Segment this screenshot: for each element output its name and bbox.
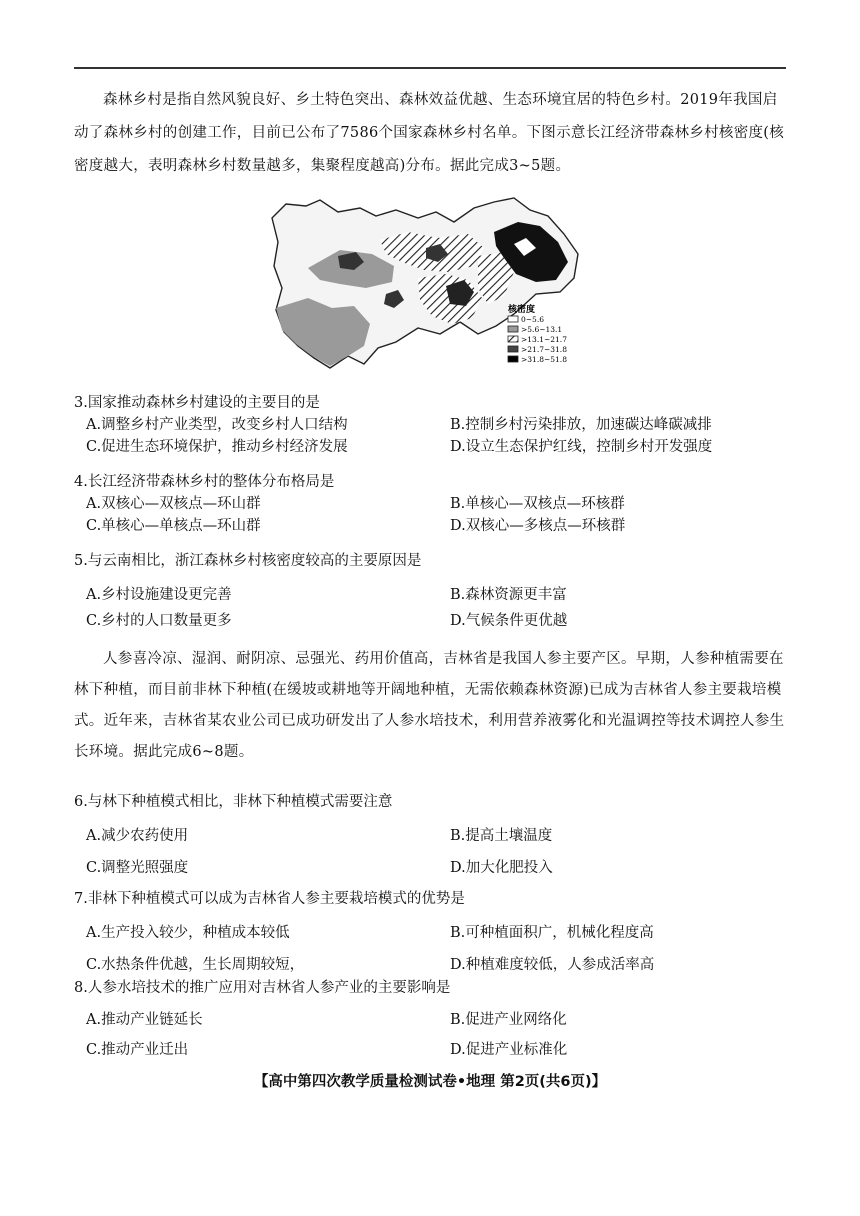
- legend-swatch-3: [508, 336, 518, 342]
- legend-label-4: >21.7~31.8: [521, 345, 567, 354]
- passage-forest-villages: 森林乡村是指自然风貌良好、乡土特色突出、森林效益优越、生态环境宜居的特色乡村。2019年我国启动了森林乡村的创建工作，目前已公布了7586个国家森林乡村名单。下图示意长江经济带森林乡村核密度(核密度越大，表明森林乡村数量越多，集聚程度越高)分布。据此完成3~5题。: [74, 92, 785, 174]
- question-8-stem: 8.人参水培技术的推广应用对吉林省人参产业的主要影响是: [74, 980, 451, 996]
- question-6-option-d: D.加大化肥投入: [450, 860, 553, 876]
- question-5-option-c: C.乡村的人口数量更多: [86, 613, 232, 629]
- question-8: [74, 977, 786, 1061]
- question-4-stem: 4.长江经济带森林乡村的整体分布格局是: [74, 474, 335, 490]
- legend-label-5: >31.8~51.8: [521, 355, 567, 364]
- question-3: [74, 392, 786, 458]
- question-4-option-c: C.单核心—单核点—环山群: [86, 518, 261, 534]
- question-6-option-b: B.提高土壤温度: [450, 828, 553, 844]
- question-4-option-b: B.单核心—双核点—环核群: [450, 496, 625, 512]
- question-8-option-b: B.促进产业网络化: [450, 1012, 567, 1028]
- question-4: [74, 471, 786, 537]
- question-5-option-a: A.乡村设施建设更完善: [86, 587, 232, 603]
- question-3-option-b: B.控制乡村污染排放，加速碳达峰碳减排: [450, 417, 712, 433]
- question-5-option-d: D.气候条件更优越: [450, 613, 568, 629]
- question-7-option-b: B.可种植面积广，机械化程度高: [450, 925, 654, 941]
- question-5-stem: 5.与云南相比，浙江森林乡村核密度较高的主要原因是: [74, 553, 422, 569]
- legend-label-1: 0~5.6: [521, 315, 544, 324]
- map-legend: [507, 303, 567, 364]
- yangtze-economic-belt-kernel-density-map: [268, 196, 600, 374]
- question-3-option-c: C.促进生态环境保护，推动乡村经济发展: [86, 439, 348, 455]
- question-6-stem: 6.与林下种植模式相比，非林下种植模式需要注意: [74, 794, 393, 810]
- question-3-stem: 3.国家推动森林乡村建设的主要目的是: [74, 395, 320, 411]
- question-5-option-b: B.森林资源更丰富: [450, 587, 567, 603]
- legend-swatch-2: [508, 326, 518, 332]
- legend-label-2: >5.6~13.1: [521, 325, 563, 334]
- legend-swatch-4: [508, 346, 518, 352]
- question-7-option-a: A.生产投入较少，种植成本较低: [86, 925, 290, 941]
- question-8-option-d: D.促进产业标准化: [450, 1042, 568, 1058]
- question-7-option-d: D.种植难度较低，人参成活率高: [450, 957, 655, 973]
- question-8-option-c: C.推动产业迁出: [86, 1042, 189, 1058]
- question-3-option-a: A.调整乡村产业类型，改变乡村人口结构: [86, 417, 348, 433]
- question-7: [74, 888, 786, 976]
- legend-label-3: >13.1~21.7: [521, 335, 567, 344]
- legend-swatch-5: [508, 356, 518, 362]
- passage-ginseng: 人参喜冷凉、湿润、耐阴凉、忌强光、药用价值高，吉林省是我国人参主要产区。早期，人参种植需要在林下种植，而目前非林下种植(在缓坡或耕地等开阔地种植，无需依赖森林资源)已成为吉林省人参主要栽培模式。近年来，吉林省某农业公司已成功研发出了人参水培技术，利用营养液雾化和光温调控等技术调控人参生长环境。据此完成6~8题。: [74, 651, 785, 760]
- question-8-option-a: A.推动产业链延长: [86, 1012, 203, 1028]
- question-6: [74, 791, 786, 879]
- question-3-option-d: D.设立生态保护红线，控制乡村开发强度: [450, 439, 713, 455]
- question-4-option-a: A.双核心—双核点—环山群: [86, 496, 261, 512]
- legend-swatch-1: [508, 316, 518, 322]
- page-footer: 【高中第四次教学质量检测试卷•地理 第2页(共6页)】: [253, 1074, 607, 1090]
- question-6-option-c: C.调整光照强度: [86, 860, 189, 876]
- question-6-option-a: A.减少农药使用: [86, 828, 189, 844]
- question-7-stem: 7.非林下种植模式可以成为吉林省人参主要栽培模式的优势是: [74, 891, 465, 907]
- header-rule: [74, 67, 786, 69]
- legend-title: 核密度: [508, 305, 536, 315]
- question-4-option-d: D.双核心—多核点—环核群: [450, 518, 626, 534]
- question-7-option-c: C.水热条件优越，生长周期较短，: [86, 957, 305, 973]
- question-5: [74, 550, 786, 632]
